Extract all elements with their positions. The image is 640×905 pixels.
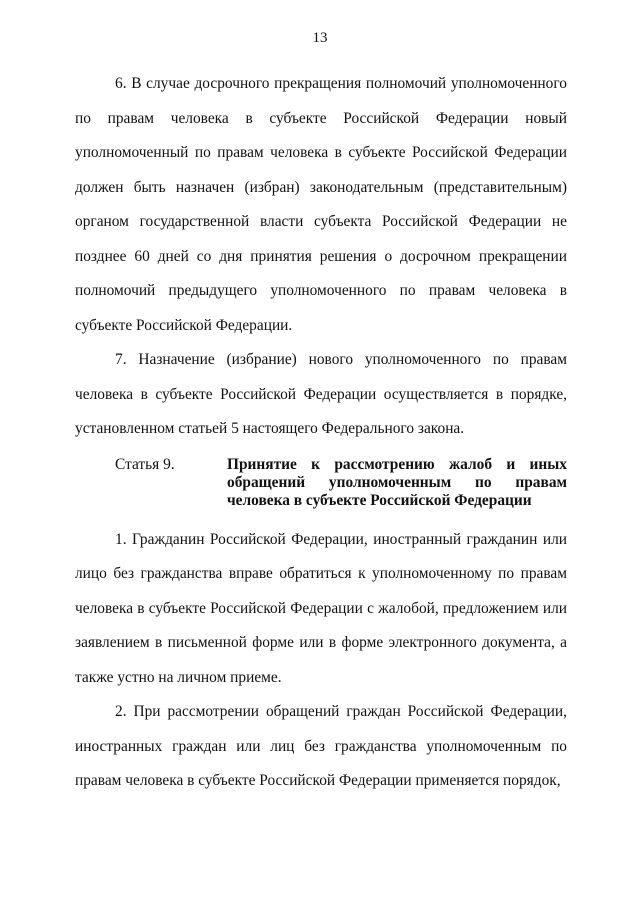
article-title: Принятие к рассмотрению жалоб и иных обращений уполномоченным по правам человека в субъекте Российской Федерации <box>227 455 567 509</box>
article-9-paragraph-2: 2. При рассмотрении обращений граждан Российской Федерации, иностранных граждан или лиц без гражданства уполномоченным по правам человека в субъекте Российской Федерации применяется порядок, <box>75 703 567 789</box>
article-9-paragraph-1: 1. Гражданин Российской Федерации, иностранный гражданин или лицо без гражданства вправе обратиться к уполномоченному по правам человека в субъекте Российской Федерации с жалобой, предложением или заявлением в письменной форме или в форме электронного документа, а также устно на личном приеме. <box>75 530 567 686</box>
paragraph-7: 7. Назначение (избрание) нового уполномоченного по правам человека в субъекте Российской Федерации осуществляется в порядке, установленном статьей 5 настоящего Федерального закона. <box>75 351 567 437</box>
page-number: 13 <box>312 30 328 46</box>
article-heading <box>75 456 567 510</box>
document-body <box>75 67 567 799</box>
article-label: Статья 9. <box>115 455 175 473</box>
paragraph-6: 6. В случае досрочного прекращения полномочий уполномоченного по правам человека в субъекте Российской Федерации новый уполномоченный по правам человека в субъекте Российской Федерации должен быть назначен (избран) законодательным (представительным) органом государственной власти субъекта Российской Федерации не позднее 60 дней со дня принятия решения о досрочном прекращении полномочий предыдущего уполномоченного по правам человека в субъекте Российской Федерации. <box>75 75 567 334</box>
